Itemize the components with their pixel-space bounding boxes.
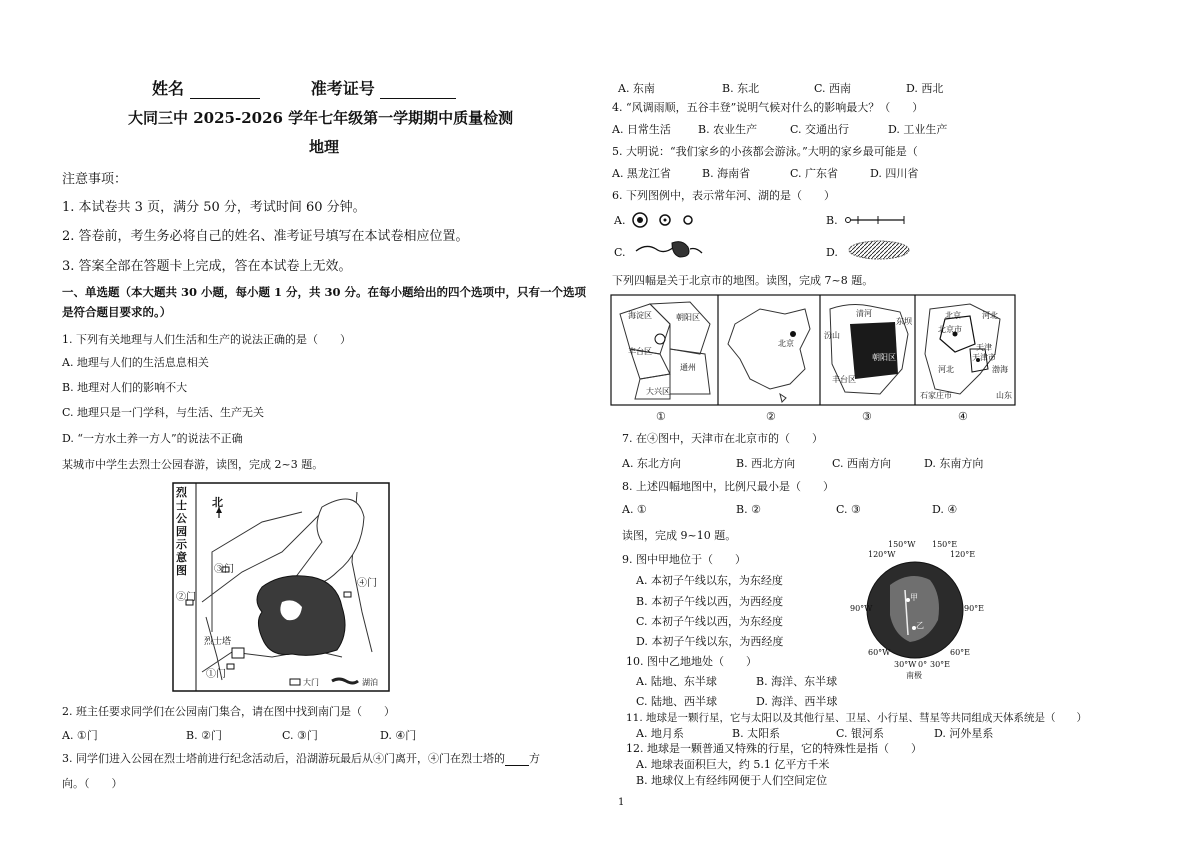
q9-option-c[interactable]: C. 本初子午线以西，为东经度 [636, 615, 784, 628]
q9-stem: 9. 图中甲地位于（ ） [622, 553, 746, 566]
q3-stem-line1 [62, 750, 540, 766]
q1-option-b[interactable]: B. 地理对人们的影响不大 [62, 381, 188, 394]
q12-option-b[interactable]: B. 地球仪上有经纬网便于人们空间定位 [636, 774, 828, 787]
park-gate1-label: ①门 [206, 669, 226, 680]
q7-option-a[interactable]: A. 东北方向 [622, 457, 681, 470]
name-blank[interactable] [190, 82, 260, 99]
m4-label: 渤海 [992, 365, 1008, 374]
q10-option-c[interactable]: C. 陆地、西半球 [636, 695, 718, 708]
m1-label: 通州 [680, 363, 696, 372]
q5-option-d[interactable]: D. 四川省 [870, 167, 919, 180]
q6-option-d-label[interactable]: D. [826, 246, 838, 259]
park-map-side-title: 烈士公园示意图 [176, 486, 187, 577]
q10-option-a[interactable]: A. 陆地、东半球 [636, 675, 717, 688]
globe-intro: 读图，完成 9~10 题。 [622, 529, 737, 542]
globe-lon-label: 60°E [950, 648, 971, 657]
m1-label: 大兴区 [646, 387, 670, 396]
q5-stem: 5. 大明说：“我们家乡的小孩都会游泳。”大明的家乡最可能是（ [612, 145, 918, 158]
q3-stem-line2: 向。（ ） [62, 777, 123, 790]
page-number: 1 [618, 797, 625, 808]
globe-lon-label: 90°E [964, 604, 985, 613]
globe-lon-label: 60°W [868, 648, 891, 657]
name-label: 姓名 [152, 79, 185, 98]
globe-lon-label: 30°E [930, 660, 951, 669]
q2-option-a[interactable]: A. ①门 [62, 729, 98, 742]
map-number-3: ③ [862, 410, 872, 423]
globe-lon-label: 150°E [932, 540, 958, 549]
globe-lon-label: 0° [918, 660, 928, 669]
m3-label: 汾山 [824, 331, 840, 340]
q8-option-b[interactable]: B. ② [736, 503, 761, 516]
section1-line1: 一、单选题（本大题共 30 小题，每小题 1 分，共 30 分。在每小题给出的四个选项中，只有一个选项 [62, 285, 587, 299]
park-map [172, 482, 390, 692]
q5-option-a[interactable]: A. 黑龙江省 [612, 167, 671, 180]
globe-lon-label: 120°W [868, 550, 896, 559]
q4-stem: 4. “风调雨顺，五谷丰登”说明气候对什么的影响最大？（ ） [612, 101, 924, 114]
q5-option-c[interactable]: C. 广东省 [790, 167, 839, 180]
q2-stem: 2. 班主任要求同学们在公园南门集合，请在图中找到南门是（ ） [62, 705, 395, 718]
map-number-4: ④ [958, 410, 968, 423]
q1-option-d[interactable]: D. “一方水土养一方人”的说法不正确 [62, 432, 243, 445]
exam-title: 大同三中 2025-2026 学年七年级第一学期期中质量检测 [128, 109, 514, 127]
m2-label: 北京 [778, 339, 794, 348]
exam-subject: 地理 [309, 138, 340, 156]
q6-stem: 6. 下列图例中，表示常年河、湖的是（ ） [612, 189, 835, 202]
m4-label: 石家庄市 [920, 391, 952, 400]
q1-option-a[interactable]: A. 地理与人们的生活息息相关 [62, 356, 209, 369]
m4-label: 天津市 [972, 353, 996, 362]
q4-option-a[interactable]: A. 日常生活 [612, 123, 671, 136]
q3-option-b[interactable]: B. 东北 [722, 82, 760, 95]
m4-label: 北京 [945, 311, 961, 320]
q12-option-a[interactable]: A. 地球表面积巨大，约 5.1 亿平方千米 [636, 758, 830, 771]
q9-option-b[interactable]: B. 本初子午线以西，为西经度 [636, 595, 784, 608]
m4-label: 山东 [996, 391, 1012, 400]
q3-stem-b: 方 [529, 752, 540, 765]
map-number-1: ① [656, 410, 666, 423]
q7-option-b[interactable]: B. 西北方向 [736, 457, 796, 470]
globe-point-label: 甲 [910, 593, 918, 602]
m3-label: 清河 [856, 309, 872, 318]
m4-label: 天津 [976, 343, 992, 352]
m3-label: 朝阳区 [872, 353, 896, 362]
park-gate3-label: ③门 [214, 564, 234, 575]
q1-option-c[interactable]: C. 地理只是一门学科，与生活、生产无关 [62, 406, 265, 419]
globe-lon-label: 150°W [888, 540, 916, 549]
m1-label: 朝阳区 [676, 313, 700, 322]
note-item: 2. 答卷前，考生务必将自己的姓名、准考证号填写在本试卷相应位置。 [62, 229, 469, 244]
park-gate2-label: ②门 [176, 592, 196, 603]
q4-option-b[interactable]: B. 农业生产 [698, 123, 758, 136]
q11-option-b[interactable]: B. 太阳系 [732, 727, 781, 740]
m4-label: 河北 [982, 311, 998, 320]
globe-pole-label: 南极 [906, 671, 922, 680]
q11-option-a[interactable]: A. 地月系 [636, 727, 684, 740]
m3-label: 丰台区 [832, 375, 856, 384]
name-row [152, 76, 456, 99]
q2-option-c[interactable]: C. ③门 [282, 729, 318, 742]
note-item: 3. 答案全部在答题卡上完成，答在本试卷上无效。 [62, 259, 352, 274]
m4-label: 北京市 [938, 325, 962, 334]
q7-option-d[interactable]: D. 东南方向 [924, 457, 984, 470]
q8-option-a[interactable]: A. ① [622, 503, 647, 516]
q3-stem-a: 3. 同学们进入公园在烈士塔前进行纪念活动后，沿湖游玩最后从④门离开，④门在烈士塔的 [62, 752, 505, 765]
id-label: 准考证号 [310, 79, 375, 98]
park-gate4-label: ④门 [357, 578, 377, 589]
m4-label: 河北 [938, 365, 954, 374]
q11-option-c[interactable]: C. 银河系 [836, 727, 885, 740]
q3-option-c[interactable]: C. 西南 [814, 82, 852, 95]
q4-option-d[interactable]: D. 工业生产 [888, 123, 948, 136]
park-north-label: 北 [212, 496, 223, 509]
q8-option-c[interactable]: C. ③ [836, 503, 861, 516]
q8-stem: 8. 上述四幅地图中，比例尺最小是（ ） [622, 480, 834, 493]
q2-option-b[interactable]: B. ②门 [186, 729, 222, 742]
q4-option-c[interactable]: C. 交通出行 [790, 123, 850, 136]
q3-option-a[interactable]: A. 东南 [618, 82, 655, 95]
park-tower-label: 烈士塔 [204, 637, 232, 647]
q6-option-a-symbol [630, 210, 700, 230]
globe-figure [850, 540, 985, 680]
q9-option-a[interactable]: A. 本初子午线以东，为东经度 [636, 574, 783, 587]
q9-option-d[interactable]: D. 本初子午线以东，为西经度 [636, 635, 784, 648]
q1-stem: 1. 下列有关地理与人们生活和生产的说法正确的是（ ） [62, 333, 351, 346]
map-number-2: ② [766, 410, 776, 423]
q6-option-b-symbol [844, 212, 908, 228]
globe-point-label: 乙 [916, 621, 924, 630]
q6-option-a-label[interactable]: A. [614, 214, 626, 227]
globe-lon-label: 120°E [950, 550, 976, 559]
park-intro: 某城市中学生去烈士公园春游，读图，完成 2~3 题。 [62, 458, 324, 471]
beijing-intro: 下列四幅是关于北京市的地图。读图，完成 7~8 题。 [612, 274, 874, 287]
m1-label: 丰台区 [628, 347, 652, 356]
globe-lon-label: 30°W [894, 660, 917, 669]
globe-lon-label: 90°W [850, 604, 873, 613]
note-item: 1. 本试卷共 3 页，满分 50 分，考试时间 60 分钟。 [62, 200, 366, 215]
m3-label: 东坝 [896, 317, 912, 326]
q6-option-c-label[interactable]: C. [614, 246, 626, 259]
q3-option-d[interactable]: D. 西北 [906, 82, 944, 95]
q8-option-d[interactable]: D. ④ [932, 503, 958, 516]
q7-stem: 7. 在④图中，天津市在北京市的（ ） [622, 432, 823, 445]
q6-option-d-symbol [844, 238, 914, 262]
park-legend-gate: 大门 [303, 678, 319, 687]
q5-option-b[interactable]: B. 海南省 [702, 167, 751, 180]
q11-option-d[interactable]: D. 河外星系 [934, 727, 994, 740]
q11-stem: 11. 地球是一颗行星，它与太阳以及其他行星、卫星、小行星、彗星等共同组成天体系统是（ ） [626, 712, 1088, 724]
id-blank[interactable] [380, 82, 456, 99]
m1-label: 海淀区 [628, 311, 652, 320]
q3-blank[interactable] [505, 754, 529, 766]
park-legend-lake: 湖泊 [362, 678, 378, 687]
notes-heading: 注意事项： [62, 172, 128, 187]
q6-option-c-symbol [634, 237, 704, 263]
q6-option-b-label[interactable]: B. [826, 214, 838, 227]
q2-option-d[interactable]: D. ④门 [380, 729, 417, 742]
beijing-maps [610, 294, 1016, 406]
q10-stem: 10. 图中乙地地处（ ） [626, 655, 757, 668]
section1-line2: 是符合题目要求的。） [62, 305, 172, 319]
q7-option-c[interactable]: C. 西南方向 [832, 457, 892, 470]
q12-stem: 12. 地球是一颗普通又特殊的行星，它的特殊性是指（ ） [626, 742, 922, 755]
q10-option-b[interactable]: B. 海洋、东半球 [756, 675, 838, 688]
q10-option-d[interactable]: D. 海洋、西半球 [756, 695, 838, 708]
